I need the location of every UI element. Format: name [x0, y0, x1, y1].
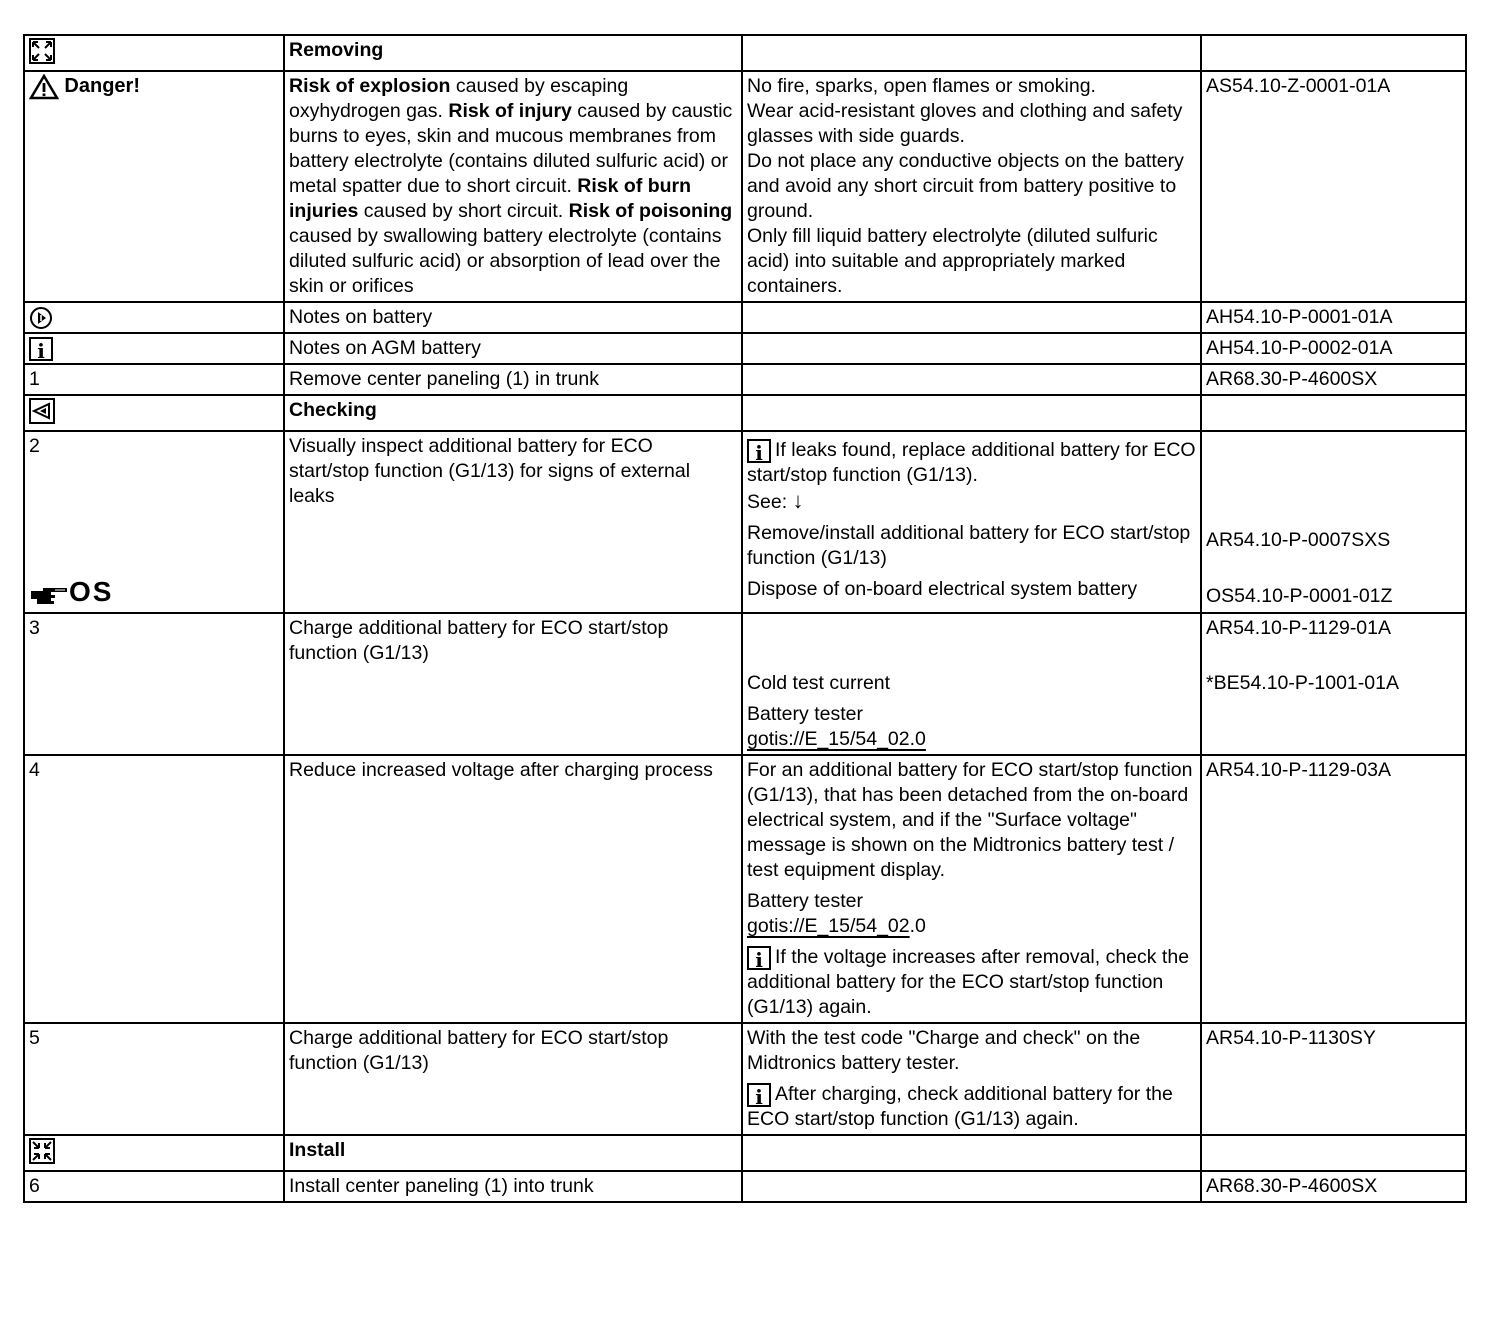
gotis-link[interactable]: gotis://E_15/54_02.0 — [747, 728, 926, 750]
doc-reference[interactable]: AR68.30-P-4600SX — [1206, 1175, 1378, 1197]
doc-reference[interactable]: *BE54.10-P-1001-01A — [1206, 672, 1399, 694]
table-row: Notes on battery AH54.10-P-0001-01A — [24, 302, 1466, 333]
doc-reference[interactable]: AR54.10-P-1129-01A — [1206, 617, 1392, 639]
os-label: OS — [69, 576, 114, 607]
table-row: 3 Charge additional battery for ECO start/stop function (G1/13) Cold test current Battery tester gotis://E_15/54_02.0 AR54.10-P-1129-01A *BE54.10-P-1001-01A — [24, 613, 1466, 755]
section-title-checking: Checking — [289, 399, 377, 421]
doc-reference[interactable]: AR54.10-P-1129-03A — [1206, 759, 1392, 781]
removal-icon — [29, 38, 55, 64]
warning-triangle-icon — [29, 74, 59, 100]
doc-reference[interactable]: AR54.10-P-0007SXS — [1206, 529, 1391, 551]
info-icon: i — [747, 439, 771, 463]
step-number: 4 — [29, 759, 40, 781]
info-icon: i — [29, 337, 53, 361]
doc-reference[interactable]: OS54.10-P-0001-01Z — [1206, 585, 1393, 607]
table-row: i Notes on AGM battery AH54.10-P-0002-01A — [24, 333, 1466, 364]
gotis-link[interactable]: gotis://E_15/54_02 — [747, 915, 910, 937]
checking-icon — [29, 398, 55, 424]
step-number: 3 — [29, 617, 40, 639]
danger-description: Risk of explosion caused by escaping oxyhydrogen gas. Risk of injury caused by caustic burns to eyes, skin and mucous membranes from battery electrolyte (contains diluted sulfuric acid) or metal spatter due to short circuit. Risk of burn injuries caused by short circuit. Risk of poisoning caused by swallowing battery electrolyte (contains diluted sulfuric acid) or absorption of lead over the skin or orifices — [284, 71, 742, 302]
section-title-install: Install — [289, 1139, 346, 1161]
doc-reference[interactable]: AS54.10-Z-0001-01A — [1206, 75, 1391, 97]
step-number: 5 — [29, 1027, 40, 1049]
table-row: 5 Charge additional battery for ECO start/stop function (G1/13) With the test code "Charge and check" on the Midtronics battery tester. i After charging, check additional battery for the ECO start/stop function (G1/13) again. AR54.10-P-1130SY — [24, 1023, 1466, 1135]
info-icon: i — [747, 1083, 771, 1107]
table-row: 4 Reduce increased voltage after charging process For an additional battery for ECO start/stop function (G1/13), that has been detached from the on-board electrical system, and if the "Surface voltage" message is shown on the Midtronics battery test / test equipment display. Battery tester gotis://E_15/54_02.0 i If the voltage increases after removal, check the additional battery for the ECO start/stop function (G1/13) again. AR54.10-P-1129-03A — [24, 755, 1466, 1023]
table-row — [24, 395, 1466, 431]
procedure-table — [23, 34, 1467, 1203]
table-row — [24, 71, 1466, 302]
table-row: 2 OS Visually inspect additional battery for ECO start/stop function (G1/13) for signs of external leaks i If leaks found, replace additional battery for ECO start/stop function (G1/13). See: ↓ Remove/install additional battery for ECO start/stop function (G1/13) Dispose of on-board electrical system battery AR54.10-P-0007SXS OS54.10-P-0001-01Z — [24, 431, 1466, 613]
doc-reference[interactable]: AH54.10-P-0002-01A — [1206, 337, 1393, 359]
doc-reference[interactable]: AR68.30-P-4600SX — [1206, 368, 1378, 390]
table-row: 1 Remove center paneling (1) in trunk AR68.30-P-4600SX — [24, 364, 1466, 395]
section-title-removing: Removing — [289, 39, 384, 61]
table-row — [24, 35, 1466, 71]
table-row — [24, 1135, 1466, 1171]
install-icon — [29, 1138, 55, 1164]
step-number: 6 — [29, 1175, 40, 1197]
step-number: 2 — [29, 435, 40, 457]
doc-reference[interactable]: AH54.10-P-0001-01A — [1206, 306, 1393, 328]
danger-precautions: No fire, sparks, open flames or smoking. Wear acid-resistant gloves and clothing and safety glasses with side guards. Do not place any conductive objects on the battery and avoid any short circuit from battery positive to ground. Only fill liquid battery electrolyte (diluted sulfuric acid) into suitable and appropriately marked containers. — [742, 71, 1201, 302]
step-number: 1 — [29, 368, 40, 390]
info-icon: i — [747, 946, 771, 970]
danger-label: Danger! — [64, 75, 140, 98]
down-arrow-icon: ↓ — [792, 488, 804, 513]
battery-note-icon — [29, 306, 53, 330]
table-row: 6 Install center paneling (1) into trunk AR68.30-P-4600SX — [24, 1171, 1466, 1202]
pointing-hand-icon — [29, 585, 69, 607]
doc-reference[interactable]: AR54.10-P-1130SY — [1206, 1027, 1376, 1049]
